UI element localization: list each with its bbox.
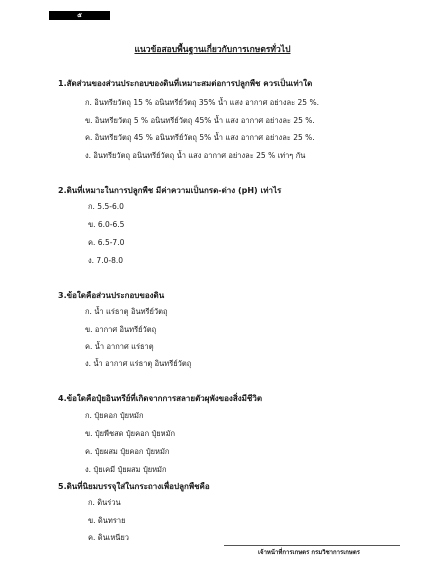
question-5-choice-c: ค. ดินเหนียว	[88, 533, 130, 542]
question-5-choice-a: ก. ดินร่วน	[88, 498, 121, 507]
footer-divider	[224, 545, 400, 546]
question-3: 3.ข้อใดคือส่วนประกอบของดิน	[58, 291, 165, 300]
question-2: 2.ดินที่เหมาะในการปลูกพืช มีค่าความเป็นกรด-ด่าง (pH) เท่าไร	[58, 186, 282, 195]
question-4-choice-c: ค. ปุ๋ยผสม ปุ๋ยคอก ปุ๋ยหมัก	[85, 447, 170, 456]
page-number-badge: ๕	[49, 11, 110, 20]
question-4-choice-b: ข. ปุ๋ยพืชสด ปุ๋ยคอก ปุ๋ยหมัก	[85, 429, 176, 438]
document-title: แนวข้อสอบพื้นฐานเกี่ยวกับการเกษตรทั่วไป	[134, 45, 291, 55]
question-1-choice-b: ข. อินทรียวัตถุ 5 % อนินทรีย์วัตถุ 45% น้ำ แสง อากาศ อย่างละ 25 %.	[85, 116, 315, 125]
question-3-choice-b: ข. อากาศ อินทรีย์วัตถุ	[85, 325, 157, 334]
question-2-choice-d: ง. 7.0-8.0	[88, 256, 123, 265]
question-3-choice-c: ค. น้ำ อากาศ แร่ธาตุ	[85, 342, 154, 351]
question-1: 1.สัดส่วนของส่วนประกอบของดินที่เหมาะสมต่อการปลูกพืช ควรเป็นเท่าใด	[58, 79, 313, 88]
question-5-choice-b: ข. ดินทราย	[88, 516, 126, 525]
question-4: 4.ข้อใดคือปุ๋ยอินทรีย์ที่เกิดจากการสลายตัวผุพังของสิ่งมีชีวิต	[58, 394, 263, 403]
footer-credit: เจ้าหน้าที่การเกษตร กรมวิชาการเกษตร	[258, 549, 360, 556]
question-5: 5.ดินที่นิยมบรรจุใส่ในกระถางเพื่อปลูกพืชคือ	[58, 482, 210, 491]
question-2-choice-a: ก. 5.5-6.0	[88, 202, 124, 211]
question-4-choice-a: ก. ปุ๋ยคอก ปุ๋ยหมัก	[85, 411, 144, 420]
question-4-choice-d: ง. ปุ๋ยเคมี ปุ๋ยผสม ปุ๋ยหมัก	[85, 465, 167, 474]
question-2-choice-b: ข. 6.0-6.5	[88, 220, 125, 229]
question-1-choice-d: ง. อินทรียวัตถุ อนินทรีย์วัตถุ น้ำ แสง อากาศ อย่างละ 25 % เท่าๆ กัน	[85, 151, 306, 160]
question-1-choice-c: ค. อินทรียวัตถุ 45 % อนินทรีย์วัตถุ 5% น้ำ แสง อากาศ อย่างละ 25 %.	[85, 133, 315, 142]
question-1-choice-a: ก. อินทรียวัตถุ 15 % อนินทรีย์วัตถุ 35% น้ำ แสง อากาศ อย่างละ 25 %.	[85, 98, 319, 107]
question-3-choice-a: ก. น้ำ แร่ธาตุ อินทรีย์วัตถุ	[85, 307, 168, 316]
question-2-choice-c: ค. 6.5-7.0	[88, 238, 125, 247]
question-3-choice-d: ง. น้ำ อากาศ แร่ธาตุ อินทรีย์วัตถุ	[85, 359, 192, 368]
